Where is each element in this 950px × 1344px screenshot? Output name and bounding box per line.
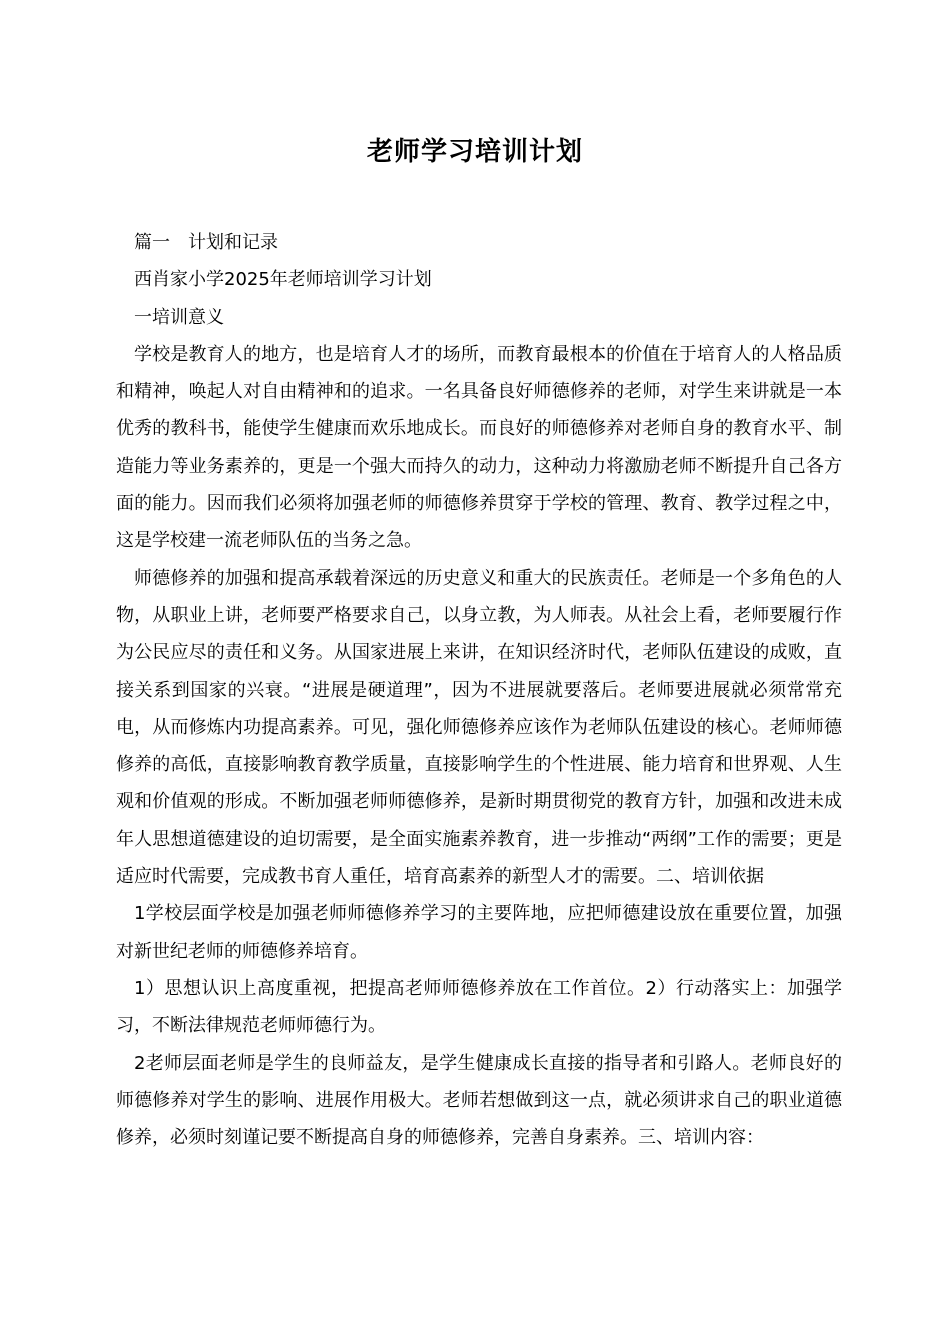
paragraph-3: 1学校层面学校是加强老师师德修养学习的主要阵地，应把师德建设放在重要位置，加强对新世纪老师的师德修养培育。: [116, 903, 842, 962]
heading-training-significance: 一培训意义: [134, 306, 224, 328]
plan-title: 西肖家小学2025年老师培训学习计划: [134, 269, 432, 291]
paragraph-1: 学校是教育人的地方，也是培育人才的场所，而教育最根本的价值在于培育人的人格品质和精神，唤起人对自由精神和的追求。一名具备良好师德修养的老师，对学生来讲就是一本优秀的教科书，能使学生健康而欢乐地成长。而良好的师德修养对老师自身的教育水平、制造能力等业务素养的，更是一个强大而持久的动力，这种动力将激励老师不断提升自己各方面的能力。因而我们必须将加强老师的师德修养贯穿于学校的管理、教育、教学过程之中，这是学校建一流老师队伍的当务之急。: [116, 343, 842, 552]
paragraph-5: 2老师层面老师是学生的良师益友，是学生健康成长直接的指导者和引路人。老师良好的师德修养对学生的影响、进展作用极大。老师若想做到这一点，就必须讲求自己的职业道德修养，必须时刻谨记要不断提高自身的师德修养，完善自身素养。三、培训内容：: [116, 1052, 842, 1149]
section-label: 篇一 计划和记录: [134, 232, 278, 253]
paragraph-2: 师德修养的加强和提高承载着深远的历史意义和重大的民族责任。老师是一个多角色的人物，从职业上讲，老师要严格要求自己，以身立教，为人师表。从社会上看，老师要履行作为公民应尽的责任和义务。从国家进展上来讲，在知识经济时代，老师队伍建设的成败，直接关系到国家的兴衰。“进展是硬道理”，因为不进展就要落后。老师要进展就必须常常充电，从而修炼内功提高素养。可见，强化师德修养应该作为老师队伍建设的核心。老师师德修养的高低，直接影响教育教学质量，直接影响学生的个性进展、能力培育和世界观、人生观和价值观的形成。不断加强老师师德修养，是新时期贯彻党的教育方针，加强和改进未成年人思想道德建设的迫切需要，是全面实施素养教育，进一步推动“两纲”工作的需要；更是适应时代需要，完成教书育人重任，培育高素养的新型人才的需要。二、培训依据: [116, 567, 842, 888]
document-body: [116, 224, 842, 1156]
page-title: 老师学习培训计划: [366, 137, 583, 167]
paragraph-4: 1）思想认识上高度重视，把提高老师师德修养放在工作首位。2）行动落实上：加强学习，不断法律规范老师师德行为。: [116, 977, 842, 1037]
